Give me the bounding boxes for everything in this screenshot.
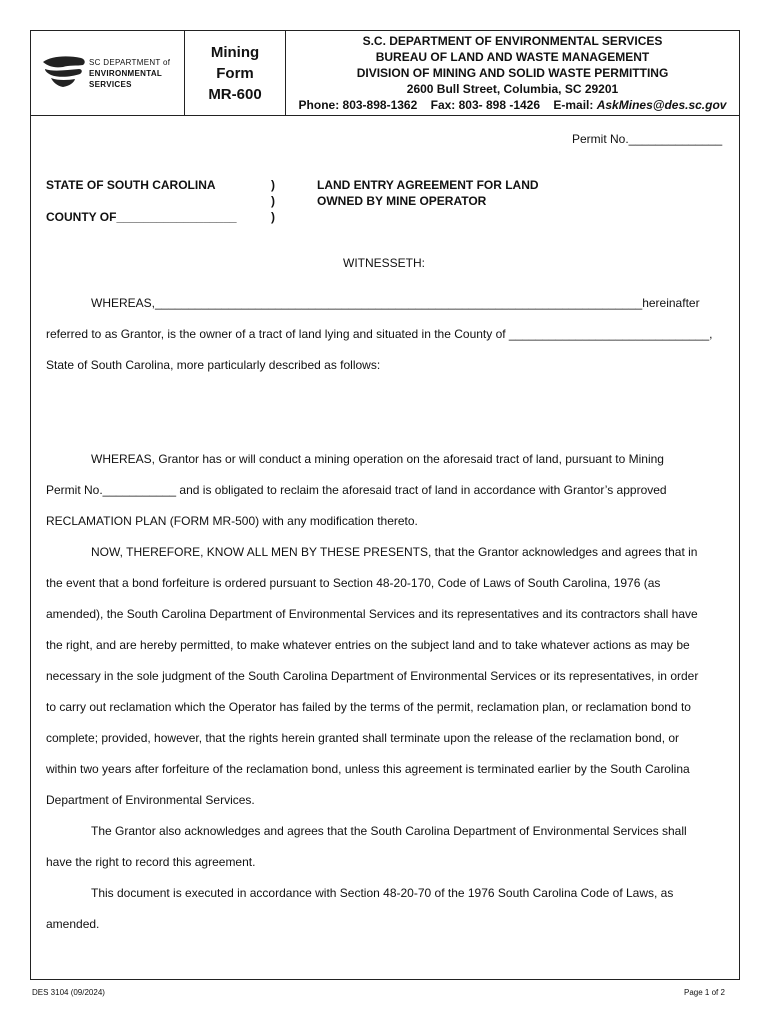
caption-paren: ) [271,178,275,192]
form-title-line-1: Mining [210,43,260,61]
form-title-line-2: Form [216,64,254,82]
email-label: E-mail: [553,98,594,112]
caption-paren: ) [271,194,275,208]
form-title-cell [185,31,286,115]
grantor-name-field[interactable]: WHEREAS,_________________________________________________________________________hereinafter [91,296,700,310]
agency-logo [31,31,185,115]
form-title-line-3: MR-600 [208,85,262,103]
phone-number: Phone: 803-898-1362 [298,98,418,112]
description-intro: State of South Carolina, more particularly described as follows: [46,358,381,372]
now-therefore-line: amended), the South Carolina Department of Environmental Services and its representatives and its contractors shall have [46,607,698,621]
agency-name: S.C. DEPARTMENT OF ENVIRONMENTAL SERVICES [362,34,663,48]
county-line[interactable]: referred to as Grantor, is the owner of a tract of land lying and situated in the County of ______________________________, [46,327,713,341]
permit-number-field[interactable]: Permit No.______________ [572,132,723,146]
caption-county-field[interactable]: COUNTY OF__________________ [46,210,237,224]
record-right-line: The Grantor also acknowledges and agrees that the South Carolina Department of Environmental Services shall [91,824,687,838]
bureau-name: BUREAU OF LAND AND WASTE MANAGEMENT [375,50,650,64]
caption-paren: ) [271,210,275,224]
now-therefore-line: the event that a bond forfeiture is ordered pursuant to Section 48-20-170, Code of Laws of South Carolina, 1976 (as [46,576,661,590]
logo-line-3: SERVICES [89,80,132,89]
logo-line-2: ENVIRONMENTAL [89,69,163,78]
logo-line-1: SC DEPARTMENT of [89,58,171,67]
execution-line: This document is executed in accordance with Section 48-20-70 of the 1976 South Carolina Code of Laws, as [91,886,674,900]
witnesseth-heading: WITNESSETH: [343,256,426,270]
fax-number: Fax: 803- 898 -1426 [430,98,541,112]
execution-line: amended. [46,917,100,931]
record-right-line: have the right to record this agreement. [46,855,256,869]
now-therefore-line: the right, and are hereby permitted, to make whatever entries on the subject land and to take whatever actions as may be [46,638,690,652]
mining-operation-text: WHEREAS, Grantor has or will conduct a mining operation on the aforesaid tract of land, pursuant to Mining [91,452,664,466]
division-name: DIVISION OF MINING AND SOLID WASTE PERMITTING [356,66,669,80]
reclamation-plan-text: RECLAMATION PLAN (FORM MR-500) with any modification thereto. [46,514,418,528]
agreement-title-line-1: LAND ENTRY AGREEMENT FOR LAND [317,178,539,192]
mining-permit-field[interactable]: Permit No.___________ and is obligated to reclaim the aforesaid tract of land in accordance with Grantor’s approved [46,483,667,497]
now-therefore-line: NOW, THEREFORE, KNOW ALL MEN BY THESE PRESENTS, that the Grantor acknowledges and agrees that in [91,545,698,559]
sc-state-map-icon [41,54,87,90]
agency-address: 2600 Bull Street, Columbia, SC 29201 [406,82,619,96]
now-therefore-line: Department of Environmental Services. [46,793,255,807]
now-therefore-line: complete; provided, however, that the rights herein granted shall terminate upon the release of the reclamation bond, or [46,731,680,745]
logo-wordmark [89,57,170,90]
now-therefore-line: within two years after forfeiture of the reclamation bond, unless this agreement is terminated earlier by the South Carolina [46,762,690,776]
agency-info-cell [286,31,739,115]
caption-state: STATE OF SOUTH CAROLINA [46,178,216,192]
now-therefore-line: necessary in the sole judgment of the South Carolina Department of Environmental Services or its representatives, in order [46,669,699,683]
agreement-title-line-2: OWNED BY MINE OPERATOR [317,194,487,208]
form-code: DES 3104 (09/2024) [32,988,105,997]
form-header [31,31,739,116]
contact-line [299,97,727,113]
email-address[interactable]: AskMines@des.sc.gov [596,98,727,112]
page-number: Page 1 of 2 [684,988,725,997]
now-therefore-line: to carry out reclamation which the Operator has failed by the terms of the permit, reclamation plan, or reclamation bond to [46,700,691,714]
